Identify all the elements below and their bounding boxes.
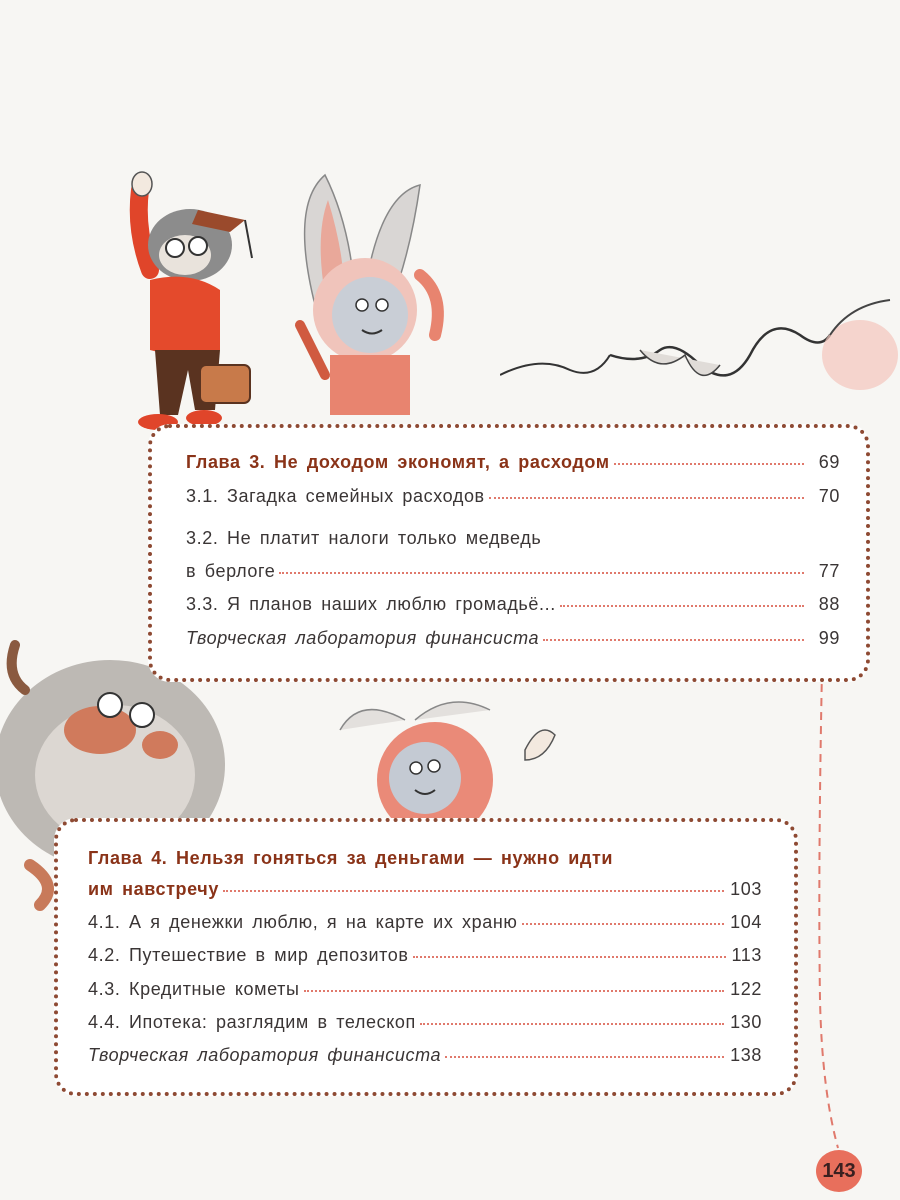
toc-entry-text: им навстречу — [88, 879, 219, 899]
toc-entry-4-4[interactable] — [88, 1012, 762, 1033]
toc-entry-text: 4.4. Ипотека: разглядим в телескоп — [88, 1012, 416, 1032]
fluffy-bunny-character — [320, 690, 580, 830]
dot-leader — [304, 990, 725, 992]
toc-entry-text: в берлоге — [186, 561, 276, 581]
toc-page-number: 104 — [730, 912, 762, 932]
toc-entry-3-2[interactable] — [186, 561, 840, 582]
professor-hamster-character — [80, 160, 280, 450]
toc-entry-text: 4.2. Путешествие в мир депозитов — [88, 945, 409, 965]
toc-entry-text: 4.1. А я денежки люблю, я на карте их храню — [88, 912, 518, 932]
toc-entry-4-3[interactable] — [88, 979, 762, 1000]
dot-leader — [522, 923, 725, 925]
dot-leader — [223, 890, 724, 892]
toc-entry-3-3[interactable] — [186, 594, 840, 615]
ribbon-scribble-decoration — [500, 295, 900, 425]
toc-entry-4-2[interactable] — [88, 945, 762, 966]
dot-leader — [489, 497, 804, 499]
toc-chapter-3-title[interactable] — [186, 452, 840, 473]
toc-page-number: 77 — [818, 561, 840, 581]
toc-page-number: 130 — [730, 1012, 762, 1032]
toc-entry-4-1[interactable] — [88, 912, 762, 933]
toc-entry-3-1[interactable] — [186, 486, 840, 507]
toc-page-number: 88 — [818, 594, 840, 614]
toc-page-number: 99 — [818, 628, 840, 648]
toc-entry-3-2-line1[interactable]: 3.2. Не платит налоги только медведь — [186, 528, 542, 548]
toc-entry-text: 3.1. Загадка семейных расходов — [186, 486, 485, 506]
dot-leader — [614, 463, 804, 465]
toc-page-number: 69 — [818, 452, 840, 472]
toc-page-number: 103 — [730, 879, 762, 899]
dashed-guide-line — [800, 670, 860, 1150]
toc-entry-text: 4.3. Кредитные кометы — [88, 979, 300, 999]
toc-entry-text: Творческая лаборатория финансиста — [88, 1045, 442, 1065]
toc-entry-3-lab[interactable] — [186, 628, 840, 649]
toc-page-number: 113 — [731, 945, 762, 965]
toc-page-number: 122 — [730, 979, 762, 999]
toc-page-number: 70 — [818, 486, 840, 506]
toc-entry-text: Творческая лаборатория финансиста — [186, 628, 540, 648]
toc-entry-text: 3.3. Я планов наших люблю громадьё... — [186, 594, 556, 614]
dot-leader — [413, 956, 726, 958]
toc-chapter-4-title[interactable] — [88, 879, 762, 900]
toc-chapter-4-title-line1[interactable]: Глава 4. Нельзя гоняться за деньгами — нужно идти — [88, 848, 614, 868]
toc-page-number: 138 — [730, 1045, 762, 1065]
page-number-badge — [816, 1150, 862, 1192]
dot-leader — [560, 605, 804, 607]
toc-entry-text: Глава 3. Не доходом экономят, а расходом — [186, 452, 610, 472]
toc-entry-4-lab[interactable] — [88, 1045, 762, 1066]
dot-leader — [543, 639, 804, 641]
dot-leader — [279, 572, 804, 574]
dot-leader — [445, 1056, 724, 1058]
page-number: 143 — [822, 1159, 856, 1182]
bunny-with-pen-character — [270, 165, 480, 425]
dot-leader — [420, 1023, 724, 1025]
